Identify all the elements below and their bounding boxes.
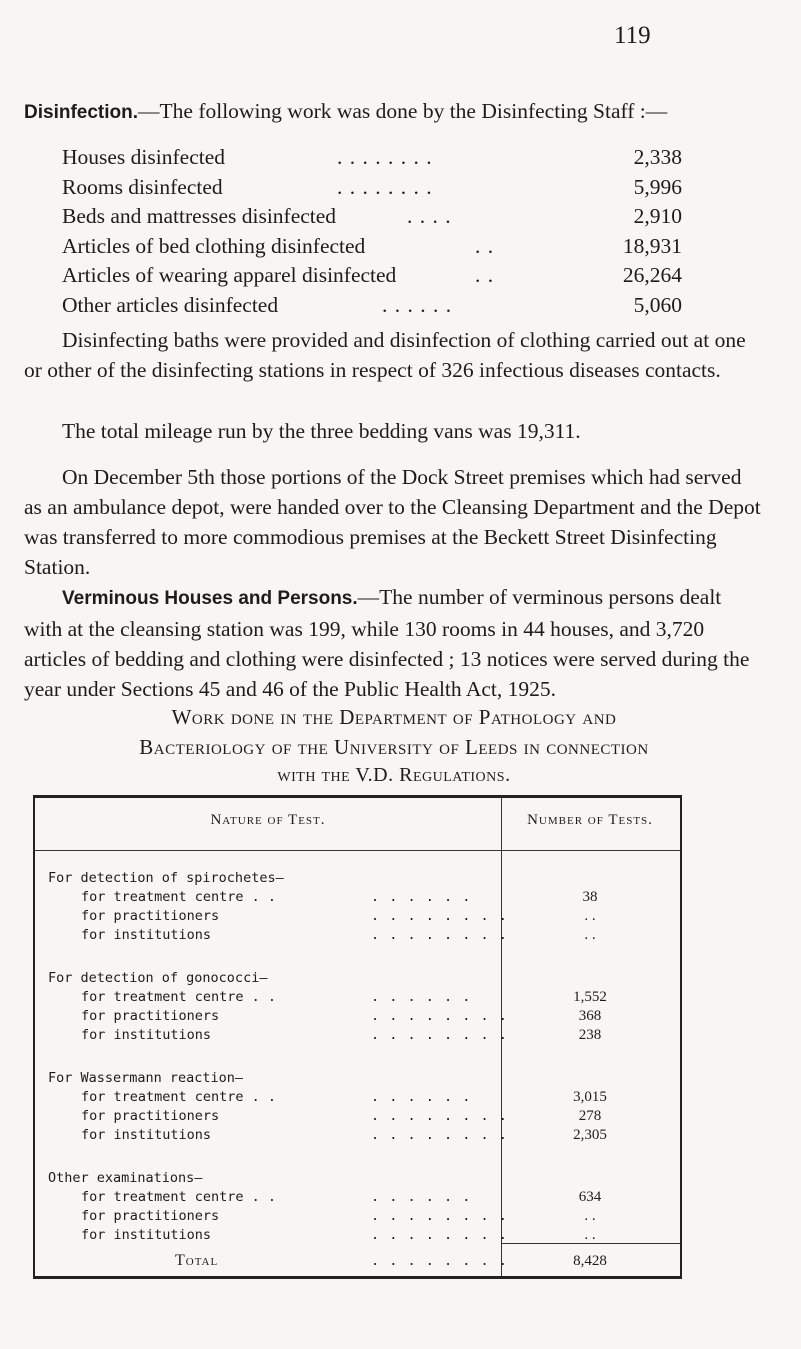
row-label: for institutions <box>81 927 212 943</box>
baths-paragraph: Disinfecting baths were provided and disinfection of clothing carried out at one or other of the disinfecting stations in respect of 326 infectious diseases contacts. <box>24 328 746 382</box>
row-label: for practitioners <box>81 908 220 924</box>
table-row <box>35 1087 680 1107</box>
item-label: Houses disinfected <box>62 145 226 169</box>
table-heading-line1: Work done in the Department of Pathology and <box>171 705 617 729</box>
disinfection-item <box>62 173 682 203</box>
row-leader-dots: . . . . . . . . <box>371 1208 508 1224</box>
item-value: 26,264 <box>622 263 682 287</box>
group-title <box>35 1068 680 1088</box>
disinfection-item <box>62 291 682 321</box>
verminous-paragraph <box>24 582 764 704</box>
table-row <box>35 1225 680 1245</box>
table-row <box>35 1025 680 1045</box>
row-label: for practitioners <box>81 1208 220 1224</box>
col-header-number: Number of Tests. <box>527 812 653 828</box>
row-value: 8,428 <box>573 1253 607 1269</box>
row-value: 38 <box>582 889 598 905</box>
item-leader-dots: . . . . . . <box>382 292 453 317</box>
item-label: Beds and mattresses disinfected <box>62 204 337 228</box>
row-value: 278 <box>578 1108 602 1124</box>
item-value: 5,996 <box>633 174 682 199</box>
mileage-paragraph: The total mileage run by the three bedding vans was 19,311. <box>62 419 581 443</box>
row-value: 2,305 <box>573 1127 607 1143</box>
item-leader-dots: . . . . . . . . <box>337 145 433 169</box>
total-rule <box>501 1243 680 1244</box>
dock-street-paragraph: On December 5th those portions of the Dock Street premises which had served as an ambulance depot, were handed over to the Cleansing Department and the Depot was transferred to more commodious premises at the Beckett Street Disinfecting Station. <box>24 465 761 579</box>
row-leader-dots: . . . . . . <box>371 1089 472 1105</box>
verminous-heading: Verminous Houses and Persons. <box>62 588 358 609</box>
item-leader-dots: . . <box>475 263 495 287</box>
row-label: For detection of gonococci— <box>48 970 268 986</box>
row-leader-dots: . . . . . . <box>371 889 472 905</box>
row-leader-dots: . . . . . . . . <box>371 1008 508 1024</box>
row-label: for institutions <box>81 1027 212 1043</box>
table-row <box>35 987 680 1007</box>
row-label: For detection of spirochetes— <box>48 870 284 886</box>
row-value: . . <box>584 1227 596 1243</box>
row-label: for institutions <box>81 1227 212 1243</box>
disinfection-item <box>62 261 682 291</box>
table-row <box>35 1106 680 1126</box>
disinfection-list <box>62 143 682 320</box>
item-leader-dots: . . <box>475 233 495 258</box>
row-value: . . <box>584 1208 596 1224</box>
page-number: 119 <box>614 22 651 49</box>
item-leader-dots: . . . . . . . . <box>337 174 433 199</box>
item-value: 18,931 <box>622 233 682 258</box>
table-heading-line3: with the V.D. Regulations. <box>277 764 511 786</box>
row-value: 1,552 <box>573 989 607 1005</box>
item-value: 2,338 <box>633 145 682 169</box>
table-row <box>35 1206 680 1226</box>
row-leader-dots: . . . . . . . . <box>371 1127 508 1143</box>
row-leader-dots: . . . . . . . . <box>371 908 508 924</box>
col-header-nature: Nature of Test. <box>210 812 326 828</box>
table-heading-line2: Bacteriology of the University of Leeds in connection <box>139 735 649 759</box>
item-label: Rooms disinfected <box>62 174 223 199</box>
row-label: for practitioners <box>81 1108 220 1124</box>
disinfection-intro-text: —The following work was done by the Disinfecting Staff :— <box>138 99 668 123</box>
item-leader-dots: . . . . <box>407 204 452 228</box>
item-label: Articles of wearing apparel disinfected <box>62 263 397 287</box>
item-value: 2,910 <box>633 204 682 228</box>
row-value: 3,015 <box>573 1089 607 1105</box>
item-label: Other articles disinfected <box>62 292 279 317</box>
row-label: for institutions <box>81 1127 212 1143</box>
row-leader-dots: . . . . . . . . <box>371 1027 508 1043</box>
row-value: 368 <box>578 1008 602 1024</box>
header-rule <box>35 850 680 851</box>
row-leader-dots: . . . . . . . . <box>371 1108 508 1124</box>
total-row <box>35 1251 680 1271</box>
table-row <box>35 925 680 945</box>
group-title <box>35 868 680 888</box>
row-value: . . <box>584 927 596 943</box>
disinfection-item <box>62 143 682 173</box>
row-leader-dots: . . . . . . . . <box>371 927 508 943</box>
item-value: 5,060 <box>633 292 682 317</box>
table-row <box>35 1187 680 1207</box>
table-row <box>35 906 680 926</box>
row-label: for treatment centre . . <box>81 989 277 1005</box>
group-title <box>35 1168 680 1188</box>
row-label: Total <box>175 1252 219 1269</box>
row-label: for treatment centre . . <box>81 1189 277 1205</box>
row-label: for treatment centre . . <box>81 1089 277 1105</box>
verminous-text: —The number of verminous persons dealt with at the cleansing station was 199, while 130 rooms in 44 houses, and 3,720 articles of bedding and clothing were disinfected ; 13 notices were served during the year under Sections 45 and 46 of the Public Health Act, 1925. <box>24 585 750 701</box>
disinfection-item <box>62 202 682 232</box>
item-label: Articles of bed clothing disinfected <box>62 233 366 258</box>
row-value: 238 <box>578 1027 602 1043</box>
vd-tests-table <box>33 795 682 1279</box>
row-leader-dots: . . . . . . <box>371 989 472 1005</box>
row-label: for treatment centre . . <box>81 889 277 905</box>
disinfection-heading: Disinfection. <box>24 102 139 123</box>
table-row <box>35 1125 680 1145</box>
row-value: 634 <box>578 1189 602 1205</box>
row-label: for practitioners <box>81 1008 220 1024</box>
table-row <box>35 887 680 907</box>
disinfection-item <box>62 232 682 262</box>
disinfection-intro <box>24 96 764 128</box>
row-label: Other examinations— <box>48 1170 203 1186</box>
row-label: For Wassermann reaction— <box>48 1070 244 1086</box>
group-title <box>35 968 680 988</box>
row-value: . . <box>584 908 596 924</box>
table-row <box>35 1006 680 1026</box>
row-leader-dots: . . . . . . <box>371 1189 472 1205</box>
row-leader-dots: . . . . . . . . <box>371 1253 508 1269</box>
row-leader-dots: . . . . . . . . <box>371 1227 508 1243</box>
